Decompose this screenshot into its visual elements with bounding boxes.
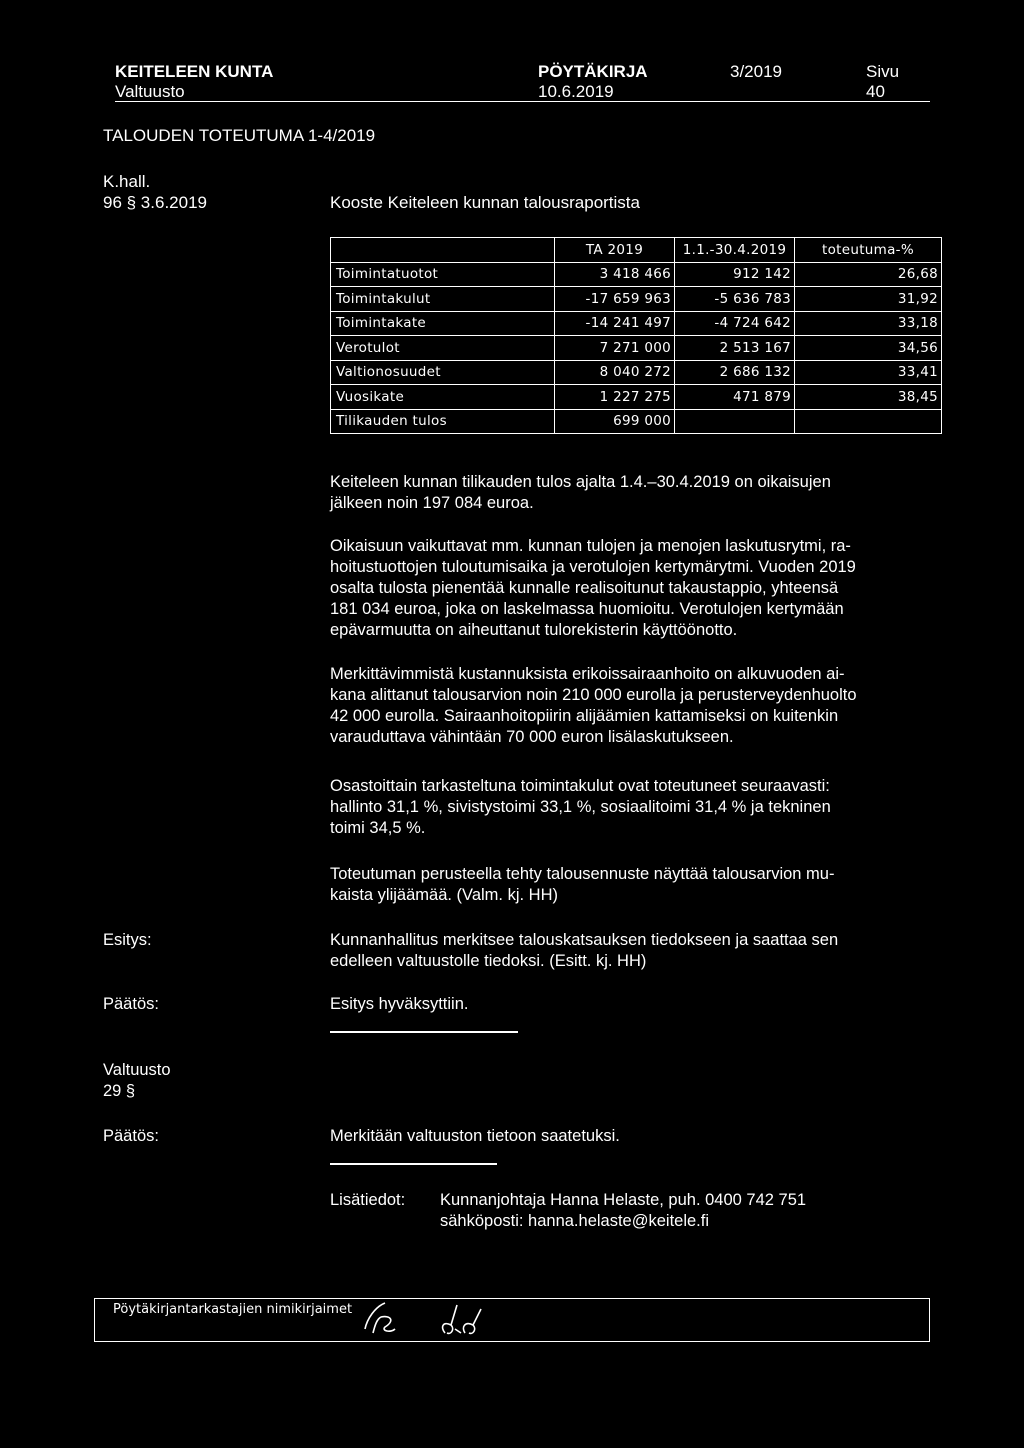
text-line: Oikaisuun vaikuttavat mm. kunnan tulojen ja menojen laskutusrytmi, ra- — [330, 537, 851, 555]
text-line: hallinto 31,1 %, sivistystoimi 33,1 %, sosiaalitoimi 31,4 % ja tekninen — [330, 798, 831, 816]
row-label: Toimintatuotot — [331, 262, 555, 287]
contact-email: sähköposti: hanna.helaste@keitele.fi — [440, 1212, 710, 1230]
cell-percent: 33,41 — [795, 360, 942, 385]
contact-label: Lisätiedot: — [330, 1191, 406, 1209]
contact-person: Kunnanjohtaja Hanna Helaste, puh. 0400 742 751 — [440, 1191, 807, 1209]
row-label: Valtionosuudet — [331, 360, 555, 385]
text-line: kaista ylijäämää. (Valm. kj. HH) — [330, 886, 558, 904]
text-line: 181 034 euroa, joka on laskelmassa huomioitu. Verotulojen kertymään — [330, 600, 844, 618]
text-line: hoitustuottojen tuloutumisaika ja verotulojen kertymärytmi. Vuoden 2019 — [330, 558, 856, 576]
table-header-cell — [331, 238, 555, 263]
cell-budget: 699 000 — [555, 409, 675, 434]
paragraph-costs — [330, 664, 930, 748]
table-header-cell: TA 2019 — [555, 238, 675, 263]
municipality-name: KEITELEEN KUNTA — [115, 62, 274, 81]
council-section: 29 § — [103, 1082, 136, 1100]
cell-percent: 26,68 — [795, 262, 942, 287]
text-line: kana alittanut talousarvion noin 210 000 eurolla ja perusterveydenhuolto — [330, 686, 857, 704]
text-line: Toteutuman perusteella tehty talousennuste näyttää talousarvion mu- — [330, 865, 835, 883]
cell-percent: 31,92 — [795, 287, 942, 312]
text-line: Merkittävimmistä kustannuksista erikoissairaanhoito on alkuvuoden ai- — [330, 665, 845, 683]
table-row — [331, 262, 942, 287]
summary-title: Kooste Keiteleen kunnan talousraportista — [330, 193, 640, 212]
cell-percent: 33,18 — [795, 311, 942, 336]
cell-budget: -14 241 497 — [555, 311, 675, 336]
table-header-row — [331, 238, 942, 263]
page-number: 40 — [866, 82, 885, 101]
page-label: Sivu — [866, 62, 900, 81]
paragraph-adjustments — [330, 536, 930, 641]
table-row — [331, 360, 942, 385]
table-header-cell: toteutuma-% — [795, 238, 942, 263]
decision-text: Esitys hyväksyttiin. — [330, 995, 469, 1013]
signature-box-label: Pöytäkirjantarkastajien nimikirjaimet — [113, 1302, 353, 1317]
paragraph-departments — [330, 776, 930, 839]
text-line: toimi 34,5 %. — [330, 819, 426, 837]
document-type: PÖYTÄKIRJA — [538, 62, 648, 81]
reviewer-initials-signature — [95, 1299, 931, 1343]
text-line: 42 000 eurolla. Sairaanhoitopiirin alijäämien kattamiseksi on kuitenkin — [330, 707, 839, 725]
table-row — [331, 311, 942, 336]
table-header-cell: 1.1.-30.4.2019 — [675, 238, 795, 263]
text-line: Keiteleen kunnan tilikauden tulos ajalta 1.4.–30.4.2019 on oikaisujen — [330, 473, 831, 491]
cell-percent: 34,56 — [795, 336, 942, 361]
text-line: osalta tulosta pienentää kunnalle realisoitunut takaustappio, yhteensä — [330, 579, 839, 597]
signature-box — [94, 1298, 930, 1342]
text-line: epävarmuutta on aiheuttanut tulorekisterin käyttöönotto. — [330, 621, 738, 639]
cell-budget: 1 227 275 — [555, 385, 675, 410]
text-line: varauduttava vähintään 70 000 euron lisälaskutukseen. — [330, 728, 734, 746]
header-body: Valtuusto — [115, 82, 185, 101]
row-label: Toimintakate — [331, 311, 555, 336]
proposal-text — [330, 930, 930, 972]
cell-actual: 2 513 167 — [675, 336, 795, 361]
row-label: Toimintakulut — [331, 287, 555, 312]
table-row — [331, 385, 942, 410]
reference-body: K.hall. — [103, 172, 151, 191]
cell-actual — [675, 409, 795, 434]
reference-section: 96 § 3.6.2019 — [103, 193, 207, 212]
text-line: edelleen valtuustolle tiedoksi. (Esitt. kj. HH) — [330, 952, 647, 970]
header-date: 10.6.2019 — [538, 82, 614, 101]
text-line: Osastoittain tarkasteltuna toimintakulut ovat toteutuneet seuraavasti: — [330, 777, 830, 795]
council-decision-rule — [330, 1163, 497, 1165]
cell-percent — [795, 409, 942, 434]
document-title: TALOUDEN TOTEUTUMA 1-4/2019 — [103, 126, 376, 145]
cell-actual: -5 636 783 — [675, 287, 795, 312]
row-label: Vuosikate — [331, 385, 555, 410]
text-line: jälkeen noin 197 084 euroa. — [330, 494, 534, 512]
proposal-label: Esitys: — [103, 931, 152, 949]
paragraph-forecast — [330, 864, 930, 906]
finance-table — [330, 237, 942, 434]
cell-actual: 912 142 — [675, 262, 795, 287]
cell-actual: -4 724 642 — [675, 311, 795, 336]
text-line: Kunnanhallitus merkitsee talouskatsauksen tiedokseen ja saattaa sen — [330, 931, 839, 949]
cell-budget: 8 040 272 — [555, 360, 675, 385]
council-body: Valtuusto — [103, 1061, 171, 1079]
cell-budget: -17 659 963 — [555, 287, 675, 312]
table-row — [331, 287, 942, 312]
cell-budget: 7 271 000 — [555, 336, 675, 361]
table-row — [331, 336, 942, 361]
council-decision-text: Merkitään valtuuston tietoon saatetuksi. — [330, 1127, 620, 1145]
cell-budget: 3 418 466 — [555, 262, 675, 287]
row-label: Tilikauden tulos — [331, 409, 555, 434]
decision-label: Päätös: — [103, 995, 159, 1013]
cell-percent: 38,45 — [795, 385, 942, 410]
paragraph-period-result — [330, 472, 930, 514]
row-label: Verotulot — [331, 336, 555, 361]
table-row — [331, 409, 942, 434]
document-number: 3/2019 — [730, 62, 782, 81]
header-rule — [115, 101, 930, 102]
council-decision-label: Päätös: — [103, 1127, 159, 1145]
cell-actual: 2 686 132 — [675, 360, 795, 385]
cell-actual: 471 879 — [675, 385, 795, 410]
decision-rule — [330, 1031, 518, 1033]
